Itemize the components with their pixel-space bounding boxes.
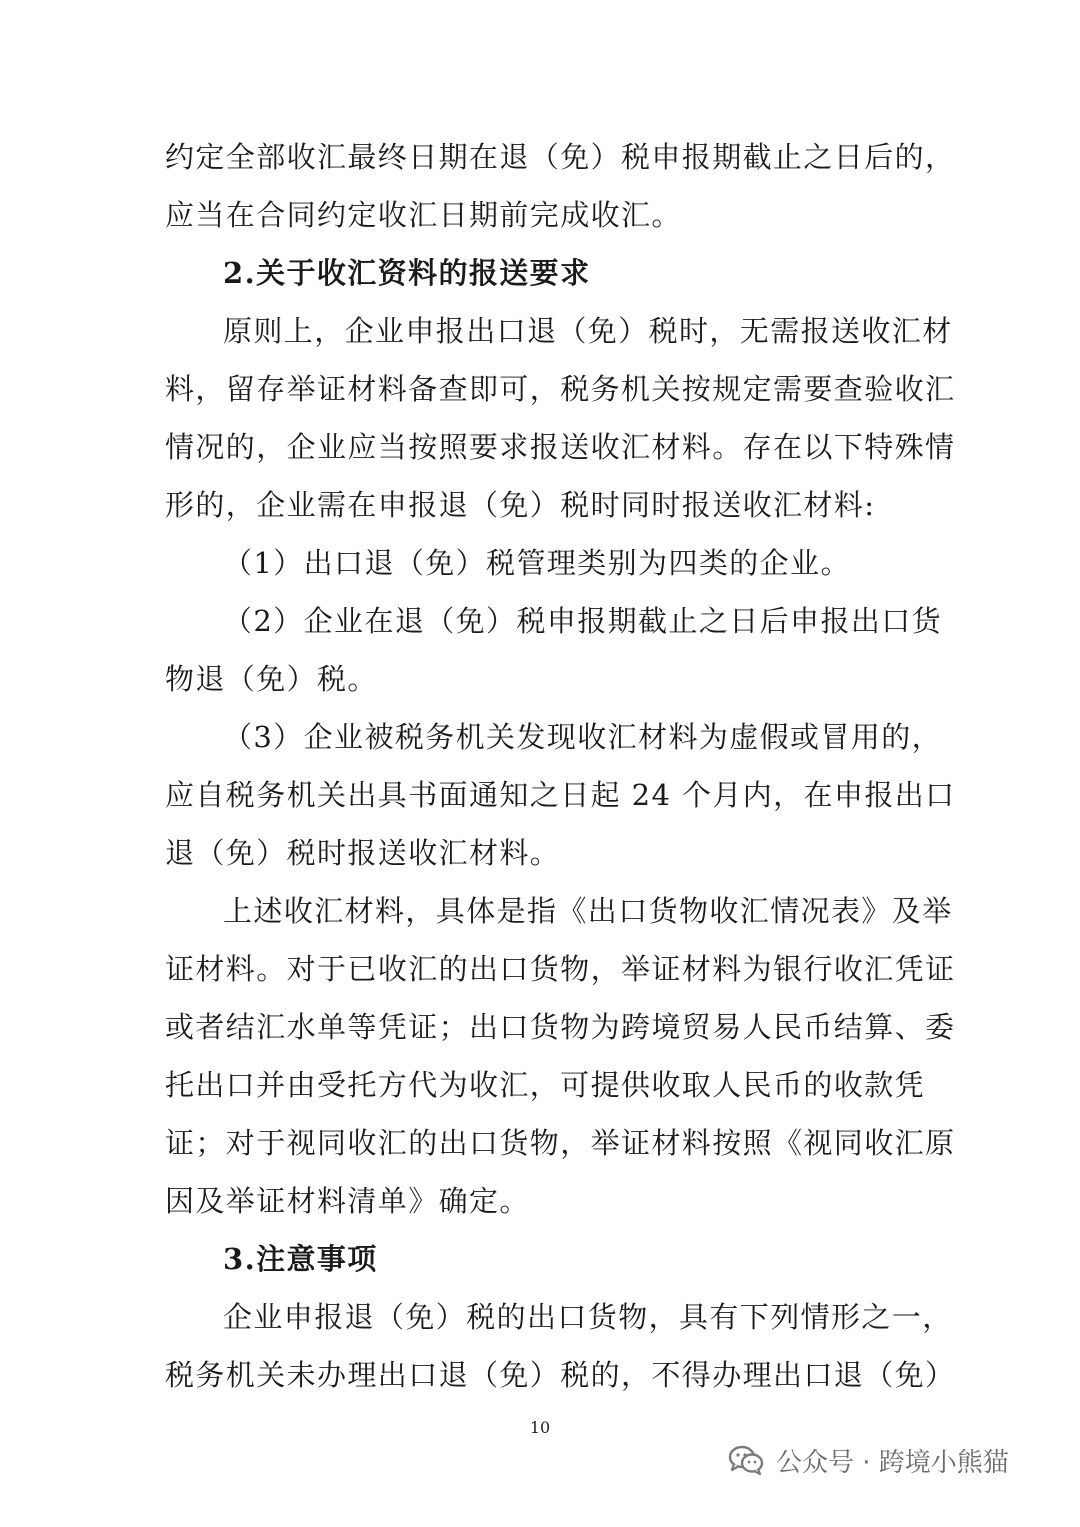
body-line: 上述收汇材料，具体是指《出口货物收汇情况表》及举 bbox=[223, 894, 953, 928]
body-line: 应自税务机关出具书面通知之日起 24 个月内，在申报出口 bbox=[165, 778, 956, 812]
body-line: 形的，企业需在申报退（免）税时同时报送收汇材料: bbox=[165, 488, 876, 522]
body-line: 应当在合同约定收汇日期前完成收汇。 bbox=[165, 198, 682, 232]
body-line: 托出口并由受托方代为收汇，可提供收取人民币的收款凭 bbox=[165, 1068, 926, 1102]
list-item: （3）企业被税务机关发现收汇材料为虚假或冒用的， bbox=[223, 720, 943, 754]
list-item: （2）企业在退（免）税申报期截止之日后申报出口货 bbox=[223, 604, 943, 638]
body-line: 证；对于视同收汇的出口货物，举证材料按照《视同收汇原 bbox=[165, 1126, 956, 1160]
body-line: 料，留存举证材料备查即可，税务机关按规定需要查验收汇 bbox=[165, 372, 956, 406]
body-line: 物退（免）税。 bbox=[165, 662, 378, 696]
watermark-text: 公众号 · 跨境小熊猫 bbox=[776, 1447, 1009, 1478]
body-line: 情况的，企业应当按照要求报送收汇材料。存在以下特殊情 bbox=[165, 430, 956, 464]
document-body bbox=[165, 128, 956, 1404]
body-line: 证材料。对于已收汇的出口货物，举证材料为银行收汇凭证 bbox=[165, 952, 956, 986]
body-line: 或者结汇水单等凭证；出口货物为跨境贸易人民币结算、委 bbox=[165, 1010, 956, 1044]
body-line: 因及举证材料清单》确定。 bbox=[165, 1184, 530, 1218]
wechat-icon bbox=[728, 1445, 764, 1475]
section-heading: 2.关于收汇资料的报送要求 bbox=[223, 256, 591, 290]
body-line: 退（免）税时报送收汇材料。 bbox=[165, 836, 561, 870]
body-line: 企业申报退（免）税的出口货物，具有下列情形之一， bbox=[223, 1300, 953, 1334]
list-item: （1）出口退（免）税管理类别为四类的企业。 bbox=[223, 546, 851, 580]
section-heading: 3.注意事项 bbox=[223, 1242, 378, 1276]
body-line: 约定全部收汇最终日期在退（免）税申报期截止之日后的， bbox=[165, 140, 956, 174]
page-number: 10 bbox=[529, 1418, 551, 1437]
body-line: 税务机关未办理出口退（免）税的，不得办理出口退（免） bbox=[165, 1358, 956, 1392]
watermark bbox=[728, 1440, 1009, 1480]
body-line: 原则上，企业申报出口退（免）税时，无需报送收汇材 bbox=[223, 314, 953, 348]
